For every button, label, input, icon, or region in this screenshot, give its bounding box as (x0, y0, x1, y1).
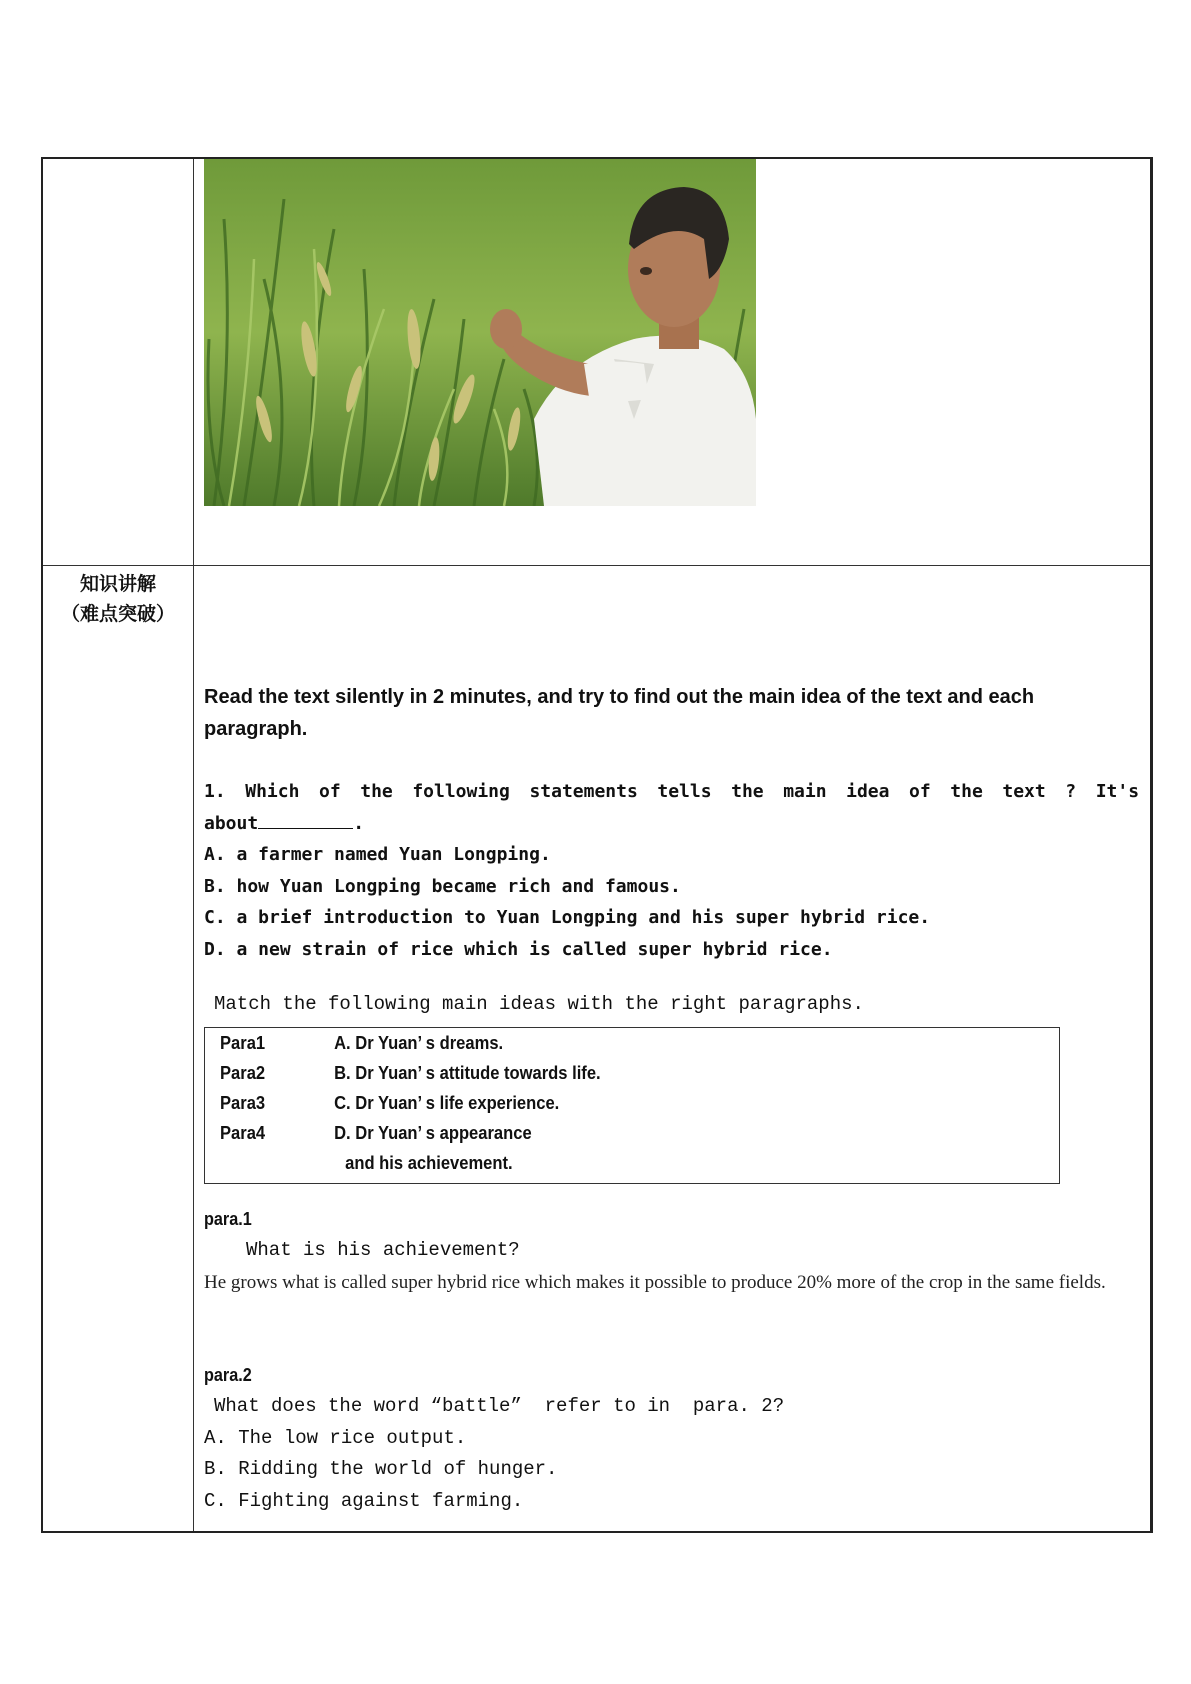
stem-period: . (353, 812, 365, 834)
stem-word: the (360, 781, 393, 802)
rice-field-photo (204, 159, 756, 506)
section-label-line2: （难点突破） (60, 603, 175, 625)
stem-word: 1. (204, 781, 226, 802)
stem-word: idea (846, 781, 890, 802)
stem-word: of (319, 781, 341, 802)
section-label (43, 569, 193, 629)
question-1-option-a: A. a farmer named Yuan Longping. (204, 844, 551, 865)
stem-word: following (412, 781, 510, 802)
para-1-answer: He grows what is called super hybrid rice which makes it possible to produce 20% more of the crop in the same fields. (204, 1271, 1106, 1293)
para-2-question: What does the word “battle” refer to in para. 2? (214, 1395, 785, 1417)
lesson-table (41, 157, 1153, 1533)
match-para: Para2 (220, 1063, 266, 1083)
para-2-heading: para.2 (204, 1365, 252, 1385)
section-label-line1: 知识讲解 (79, 573, 156, 595)
question-1-option-d: D. a new strain of rice which is called super hybrid rice. (204, 938, 833, 960)
para-2-section (204, 1365, 1139, 1517)
reading-instruction: Read the text silently in 2 minutes, and try to find out the main idea of the text and each paragraph. (204, 686, 1035, 740)
stem-end-text: about (204, 812, 259, 834)
match-table (204, 1027, 1060, 1184)
para-1-section (204, 1209, 1139, 1298)
stem-word: the (731, 781, 764, 802)
rice-field-illustration (204, 159, 756, 506)
para-2-option-a: A. The low rice output. (204, 1426, 467, 1449)
question-1 (204, 776, 1139, 965)
match-idea: A. Dr Yuan’ s dreams. (334, 1033, 504, 1053)
stem-word: It's (1095, 781, 1140, 802)
stem-word: Which (245, 781, 300, 802)
match-para: Para1 (220, 1033, 266, 1053)
para-1-heading: para.1 (204, 1209, 252, 1229)
question-1-option-c: C. a brief introduction to Yuan Longping and his super hybrid rice. (204, 907, 931, 928)
stem-word: of (909, 781, 931, 802)
stem-word: text (1002, 781, 1046, 802)
match-idea: D. Dr Yuan’ s appearance (334, 1123, 532, 1143)
stem-word: main (783, 781, 827, 802)
answer-blank (258, 812, 353, 829)
match-instruction: Match the following main ideas with the right paragraphs. (214, 993, 864, 1015)
match-para: Para4 (220, 1123, 266, 1143)
row-divider (43, 565, 1150, 566)
question-1-option-b: B. how Yuan Longping became rich and famous. (204, 875, 681, 897)
question-1-stem (204, 776, 1139, 808)
para-2-option-b: B. Ridding the world of hunger. (204, 1458, 558, 1480)
match-para: Para3 (220, 1093, 266, 1113)
para-2-option-c: C. Fighting against farming. (204, 1489, 524, 1512)
stem-word: the (950, 781, 983, 802)
question-1-stem-end (204, 808, 1139, 840)
column-divider (193, 159, 194, 1531)
stem-word: statements (529, 781, 638, 802)
match-idea-continuation: and his achievement. (345, 1153, 513, 1173)
match-idea: B. Dr Yuan’ s attitude towards life. (334, 1063, 601, 1083)
stem-word: tells (657, 781, 712, 802)
stem-word: ? (1065, 781, 1077, 802)
para-1-question: What is his achievement? (246, 1239, 520, 1261)
match-idea: C. Dr Yuan’ s life experience. (334, 1093, 560, 1113)
